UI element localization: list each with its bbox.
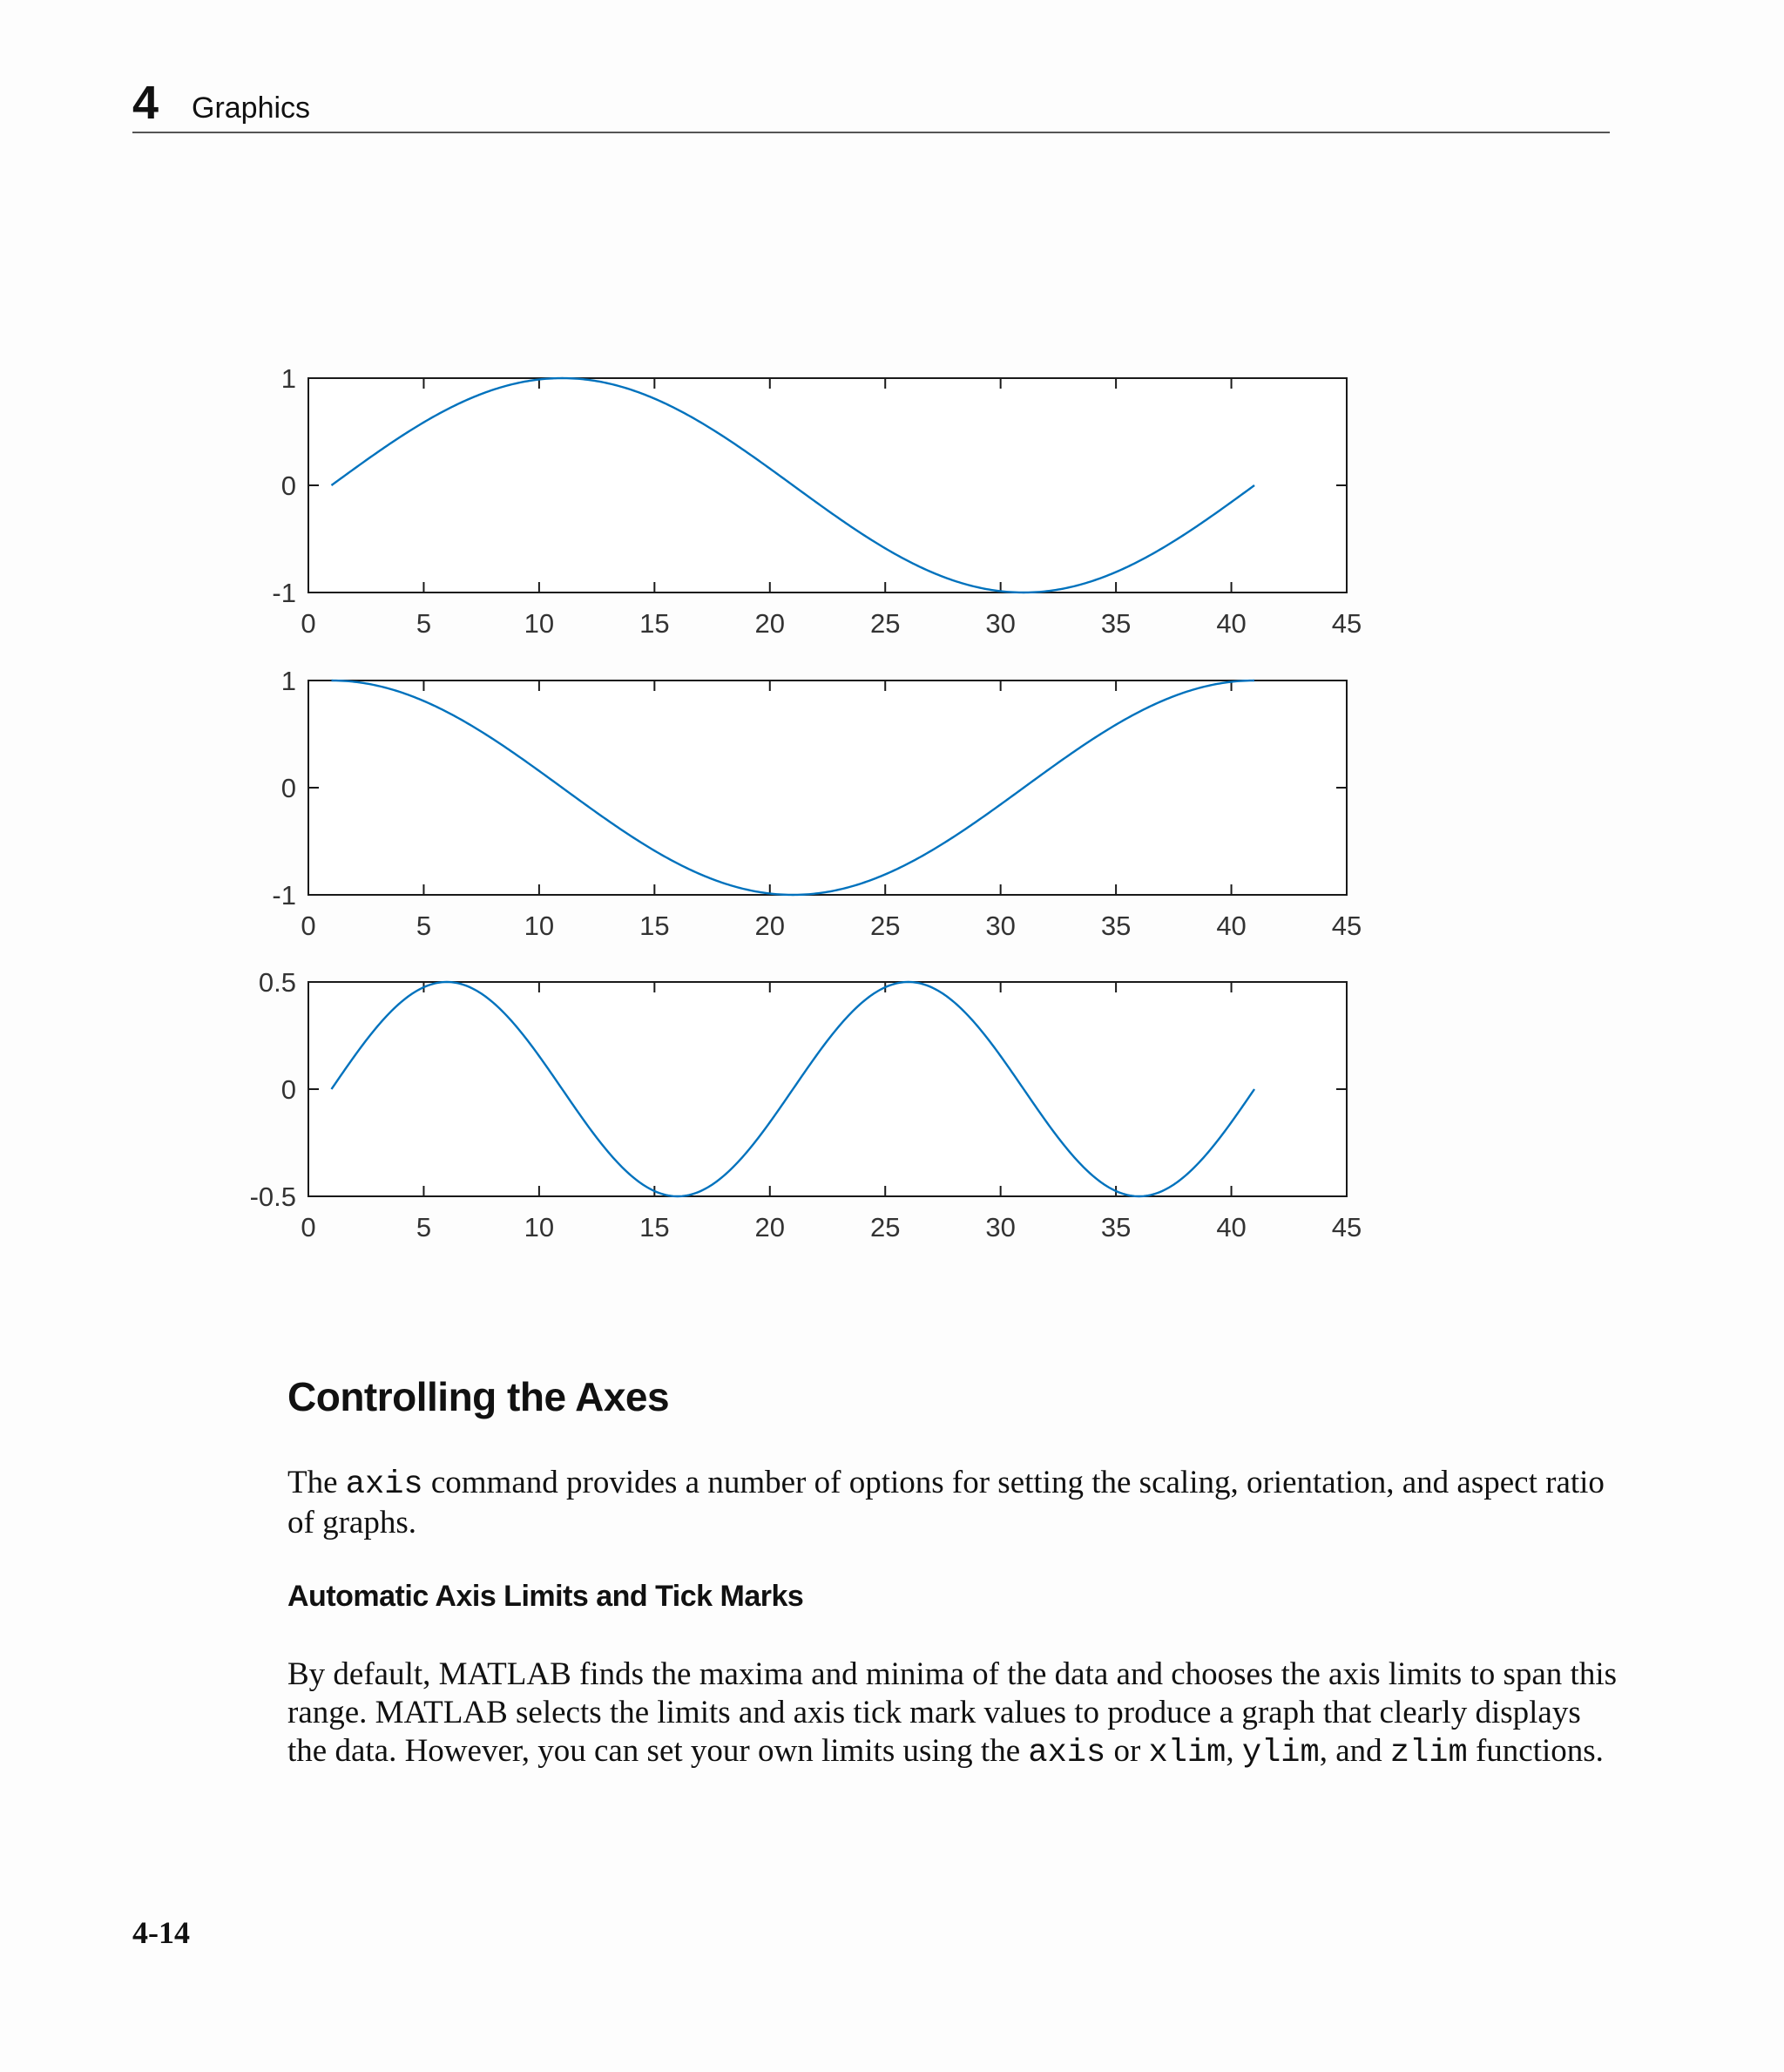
x-tick-label: 10 bbox=[524, 608, 555, 639]
para1-post: command provides a number of options for setting the scaling, orientation, and aspect ratio of graphs. bbox=[287, 1465, 1605, 1540]
x-tick-label: 0 bbox=[301, 608, 316, 639]
x-tick-label: 15 bbox=[639, 1212, 670, 1243]
subplot-3 bbox=[250, 967, 1362, 1243]
y-tick-label: 0.5 bbox=[258, 967, 296, 998]
x-tick-label: 45 bbox=[1331, 1212, 1362, 1243]
ylim-code: ylim bbox=[1241, 1735, 1320, 1771]
axes-box bbox=[308, 982, 1347, 1196]
para2-sep2: , bbox=[1226, 1733, 1242, 1769]
y-tick-label: 0 bbox=[280, 773, 296, 803]
zlim-code: zlim bbox=[1389, 1735, 1468, 1771]
section-title: Controlling the Axes bbox=[287, 1374, 670, 1419]
x-tick-label: 35 bbox=[1100, 911, 1132, 941]
subplot-1 bbox=[272, 363, 1362, 639]
header-rule bbox=[132, 132, 1610, 133]
page-header bbox=[132, 77, 1610, 132]
para1-pre: The bbox=[287, 1465, 346, 1500]
y-tick-label: -1 bbox=[272, 880, 296, 911]
page-number: 4-14 bbox=[132, 1915, 190, 1950]
xlim-code: xlim bbox=[1148, 1735, 1226, 1771]
x-tick-label: 5 bbox=[416, 911, 432, 941]
x-tick-label: 25 bbox=[869, 911, 901, 941]
para2-text: By default, MATLAB finds the maxima and minima of the data and chooses the axis limits to span this range. MATLAB selects the limits and axis tick mark values to produce a graph that clearly displays the data. However, you can set your own limits using the bbox=[287, 1656, 1617, 1769]
y-tick-label: 1 bbox=[280, 363, 296, 394]
x-tick-label: 0 bbox=[301, 1212, 316, 1243]
axis-limits-paragraph bbox=[287, 1656, 1620, 1772]
intro-paragraph bbox=[287, 1464, 1620, 1542]
x-tick-label: 15 bbox=[639, 911, 670, 941]
x-tick-label: 25 bbox=[869, 608, 901, 639]
x-tick-label: 45 bbox=[1331, 608, 1362, 639]
chapter-number: 4 bbox=[132, 77, 159, 129]
x-tick-label: 30 bbox=[985, 911, 1016, 941]
axes-box bbox=[308, 378, 1347, 592]
x-tick-label: 5 bbox=[416, 608, 432, 639]
para2-sep1: or bbox=[1105, 1733, 1149, 1769]
x-tick-label: 45 bbox=[1331, 911, 1362, 941]
axes-box bbox=[308, 681, 1347, 895]
x-tick-label: 40 bbox=[1216, 911, 1247, 941]
x-tick-label: 10 bbox=[524, 1212, 555, 1243]
x-tick-label: 0 bbox=[301, 911, 316, 941]
x-tick-label: 10 bbox=[524, 911, 555, 941]
x-tick-label: 30 bbox=[985, 1212, 1016, 1243]
y-tick-label: -1 bbox=[272, 578, 296, 608]
x-tick-label: 20 bbox=[754, 911, 786, 941]
x-tick-label: 35 bbox=[1100, 608, 1132, 639]
x-tick-label: 25 bbox=[869, 1212, 901, 1243]
x-tick-label: 35 bbox=[1100, 1212, 1132, 1243]
y-tick-label: 0 bbox=[280, 471, 296, 501]
axis-code: axis bbox=[345, 1466, 423, 1503]
subplot-2 bbox=[272, 666, 1362, 941]
chapter-title: Graphics bbox=[192, 91, 311, 125]
x-tick-label: 20 bbox=[754, 608, 786, 639]
y-tick-label: 1 bbox=[280, 666, 296, 696]
x-tick-label: 15 bbox=[639, 608, 670, 639]
x-tick-label: 40 bbox=[1216, 608, 1247, 639]
para2-tail: functions. bbox=[1467, 1733, 1604, 1769]
para2-sep3: , and bbox=[1319, 1733, 1390, 1769]
x-tick-label: 30 bbox=[985, 608, 1016, 639]
x-tick-label: 40 bbox=[1216, 1212, 1247, 1243]
subsection-title: Automatic Axis Limits and Tick Marks bbox=[287, 1580, 804, 1613]
y-tick-label: -0.5 bbox=[249, 1182, 296, 1212]
subplot-figure bbox=[226, 349, 1394, 1272]
y-tick-label: 0 bbox=[280, 1074, 296, 1105]
x-tick-label: 5 bbox=[416, 1212, 432, 1243]
axis-code: axis bbox=[1028, 1735, 1106, 1771]
x-tick-label: 20 bbox=[754, 1212, 786, 1243]
